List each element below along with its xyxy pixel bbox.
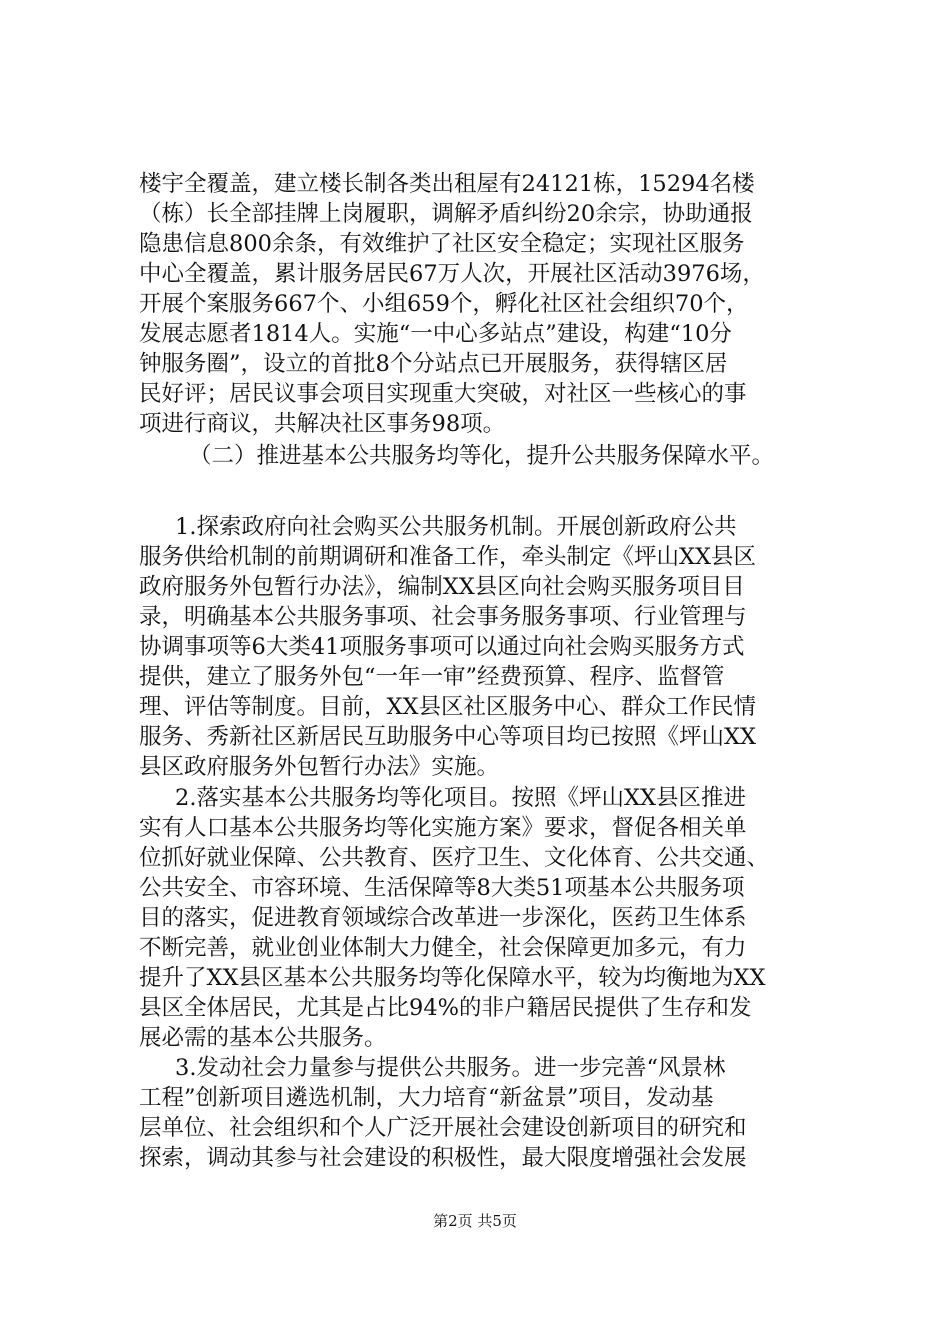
text-line: 县区政府服务外包暂行办法》实施。	[139, 754, 500, 780]
text-line: 探索，调动其参与社会建设的积极性，最大限度增强社会发展	[139, 1145, 747, 1171]
paragraph-first-line: 2.落实基本公共服务均等化项目。按照《坪山XX县区推进	[175, 785, 747, 811]
text-line: 目的落实，促进教育领域综合改革进一步深化，医药卫生体系	[139, 905, 747, 931]
text-line: （栋）长全部挂牌上岗履职，调解矛盾纠纷20余宗，协助通报	[139, 201, 753, 227]
text-line: 层单位、社会组织和个人广泛开展社会建设创新项目的研究和	[139, 1115, 747, 1141]
text-line: 提供，建立了服务外包“一年一审”经费预算、程序、监督管	[139, 664, 725, 690]
text-line: 发展志愿者1814人。实施“一中心多站点”建设，构建“10分	[139, 321, 732, 347]
text-line: 展必需的基本公共服务。	[139, 1025, 387, 1051]
text-line: 公共安全、市容环境、生活保障等8大类51项基本公共服务项	[139, 875, 745, 901]
text-line: 服务、秀新社区新居民互助服务中心等项目均已按照《坪山XX	[139, 724, 757, 750]
text-line: 工程”创新项目遴选机制，大力培育“新盆景”项目，发动基	[139, 1085, 714, 1111]
text-line: 县区全体居民，尤其是占比94%的非户籍居民提供了生存和发	[139, 995, 752, 1021]
page-number-footer: 第2页 共5页	[433, 1212, 517, 1230]
text-line: 开展个案服务667个、小组659个，孵化社区社会组织70个，	[139, 291, 749, 317]
section-heading: （二）推进基本公共服务均等化，提升公共服务保障水平。	[189, 443, 775, 469]
text-line: 不断完善，就业创业体制大力健全，社会保障更加多元，有力	[139, 935, 747, 961]
text-line: 政府服务外包暂行办法》，编制XX县区向社会购买服务项目目	[139, 574, 745, 600]
text-line: 钟服务圈”，设立的首批8个分站点已开展服务，获得辖区居	[139, 351, 728, 377]
text-line: 民好评；居民议事会项目实现重大突破，对社区一些核心的事	[139, 381, 747, 407]
text-line: 理、评估等制度。目前，XX县区社区服务中心、群众工作民情	[139, 694, 757, 720]
text-line: 实有人口基本公共服务均等化实施方案》要求，督促各相关单	[139, 815, 747, 841]
text-line: 服务供给机制的前期调研和准备工作，牵头制定《坪山XX县区	[139, 544, 757, 570]
text-line: 协调事项等6大类41项服务事项可以通过向社会购买服务方式	[139, 634, 745, 660]
paragraph-first-line: 1.探索政府向社会购买公共服务机制。开展创新政府公共	[175, 514, 737, 540]
text-line: 位抓好就业保障、公共教育、医疗卫生、文化体育、公共交通、	[139, 845, 770, 871]
paragraph-first-line: 3.发动社会力量参与提供公共服务。进一步完善“风景林	[175, 1055, 726, 1081]
text-line: 项进行商议，共解决社区事务98项。	[139, 411, 506, 437]
text-line: 录，明确基本公共服务事项、社会事务服务事项、行业管理与	[139, 604, 747, 630]
text-line: 中心全覆盖，累计服务居民67万人次，开展社区活动3976场，	[139, 261, 765, 287]
text-line: 提升了XX县区基本公共服务均等化保障水平，较为均衡地为XX	[139, 965, 766, 991]
text-line: 楼宇全覆盖，建立楼长制各类出租屋有24121栋，15294名楼	[139, 171, 755, 197]
text-line: 隐患信息800余条，有效维护了社区安全稳定；实现社区服务	[139, 231, 745, 257]
